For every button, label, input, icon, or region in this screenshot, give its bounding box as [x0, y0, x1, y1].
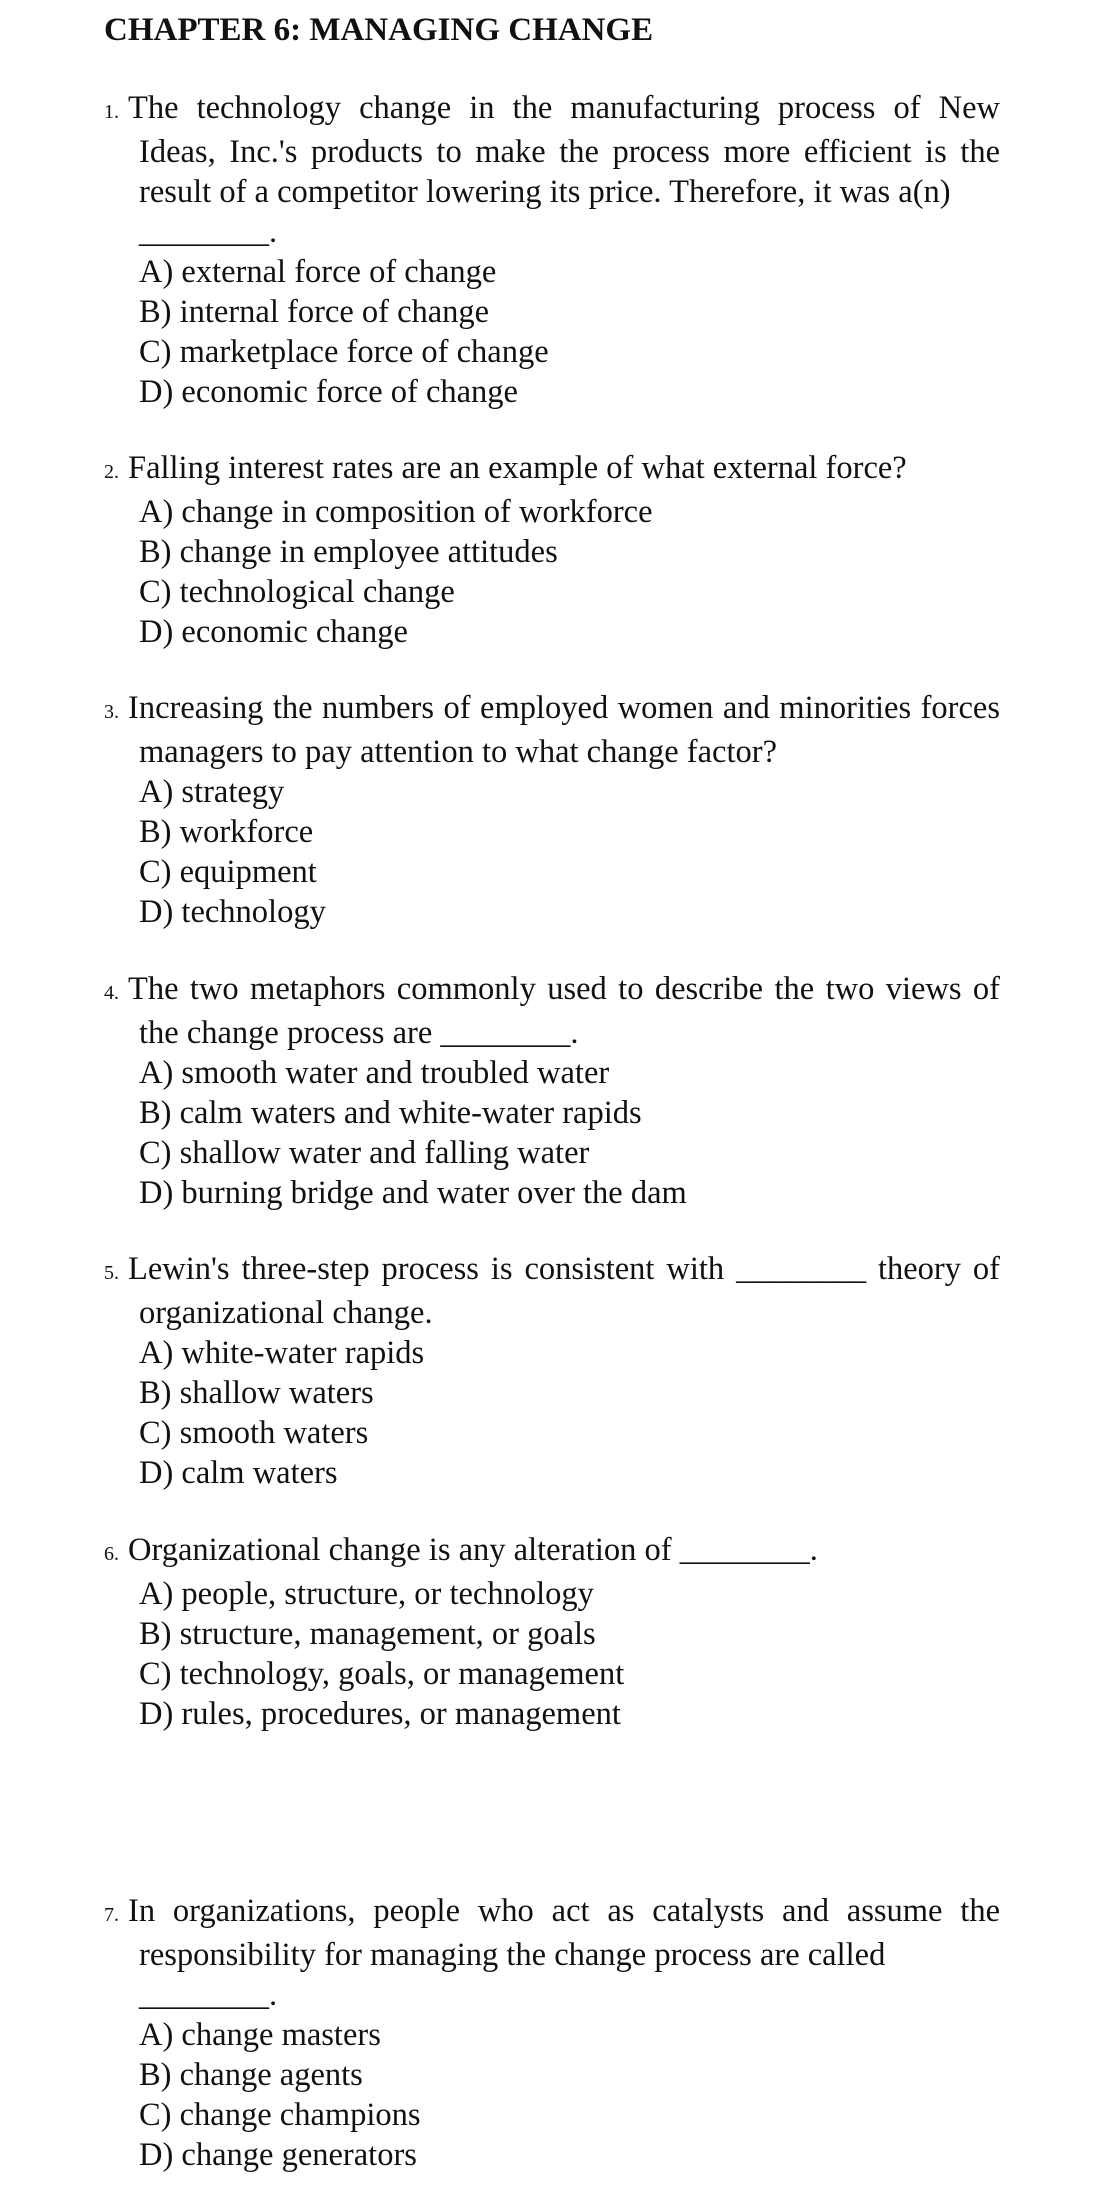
- question-number: 6.: [104, 1543, 119, 1565]
- option-b: B) change in employee attitudes: [139, 534, 558, 570]
- option-a: A) strategy: [139, 774, 285, 810]
- option-c: C) change champions: [139, 2097, 421, 2133]
- question-6: [104, 1530, 1000, 1734]
- option-d: D) change generators: [139, 2137, 417, 2173]
- option-c: C) shallow water and falling water: [139, 1135, 590, 1171]
- question-number: 4.: [104, 982, 119, 1004]
- option-d: D) calm waters: [139, 1455, 338, 1491]
- option-a: A) change masters: [139, 2017, 381, 2053]
- question-1: [104, 88, 1000, 412]
- question-4: [104, 969, 1000, 1213]
- option-b: B) workforce: [139, 814, 314, 850]
- option-c: C) equipment: [139, 854, 317, 890]
- question-text: The two metaphors commonly used to describe the two views of the change process are ________.: [128, 971, 1000, 1051]
- question-text: Increasing the numbers of employed women and minorities forces managers to pay attention to what change factor?: [128, 690, 1000, 770]
- question-5: [104, 1249, 1000, 1493]
- question-stem: [104, 1891, 1000, 1975]
- option-a: A) external force of change: [139, 254, 497, 290]
- question-stem: [104, 88, 1000, 212]
- question-stem: [104, 1530, 1000, 1574]
- question-text: In organizations, people who act as catalysts and assume the responsibility for managing the change process are called: [128, 1893, 1000, 1973]
- option-d: D) burning bridge and water over the dam: [139, 1175, 687, 1211]
- option-d: D) technology: [139, 894, 326, 930]
- question-stem: [104, 448, 1000, 492]
- question-number: 2.: [104, 461, 119, 483]
- question-number: 3.: [104, 701, 119, 723]
- question-number: 5.: [104, 1262, 119, 1284]
- answer-blank: ________.: [139, 214, 278, 250]
- option-b: B) calm waters and white-water rapids: [139, 1095, 642, 1131]
- question-text: The technology change in the manufacturing process of New Ideas, Inc.'s products to make the process more efficient is the result of a competitor lowering its price. Therefore, it was a(n): [128, 90, 1000, 210]
- question-text: Falling interest rates are an example of what external force?: [128, 450, 907, 486]
- option-b: B) internal force of change: [139, 294, 490, 330]
- option-d: D) rules, procedures, or management: [139, 1696, 621, 1732]
- question-number: 1.: [104, 101, 119, 123]
- question-3: [104, 688, 1000, 932]
- option-c: C) smooth waters: [139, 1415, 369, 1451]
- question-stem: [104, 969, 1000, 1053]
- answer-blank: ________.: [139, 1977, 278, 2013]
- option-c: C) technological change: [139, 574, 455, 610]
- question-text: Lewin's three-step process is consistent with ________ theory of organizational change.: [128, 1251, 1000, 1331]
- option-a: A) white-water rapids: [139, 1335, 425, 1371]
- question-text: Organizational change is any alteration of ________.: [128, 1532, 818, 1568]
- chapter-title: CHAPTER 6: MANAGING CHANGE: [104, 12, 654, 48]
- option-b: B) structure, management, or goals: [139, 1616, 596, 1652]
- option-d: D) economic force of change: [139, 374, 518, 410]
- option-c: C) technology, goals, or management: [139, 1656, 625, 1692]
- option-a: A) smooth water and troubled water: [139, 1055, 610, 1091]
- question-2: [104, 448, 1000, 652]
- option-a: A) people, structure, or technology: [139, 1576, 594, 1612]
- option-a: A) change in composition of workforce: [139, 494, 653, 530]
- question-number: 7.: [104, 1904, 119, 1926]
- option-c: C) marketplace force of change: [139, 334, 549, 370]
- question-stem: [104, 1249, 1000, 1333]
- option-d: D) economic change: [139, 614, 408, 650]
- option-b: B) shallow waters: [139, 1375, 374, 1411]
- question-stem: [104, 688, 1000, 772]
- option-b: B) change agents: [139, 2057, 363, 2093]
- question-7: [104, 1891, 1000, 2175]
